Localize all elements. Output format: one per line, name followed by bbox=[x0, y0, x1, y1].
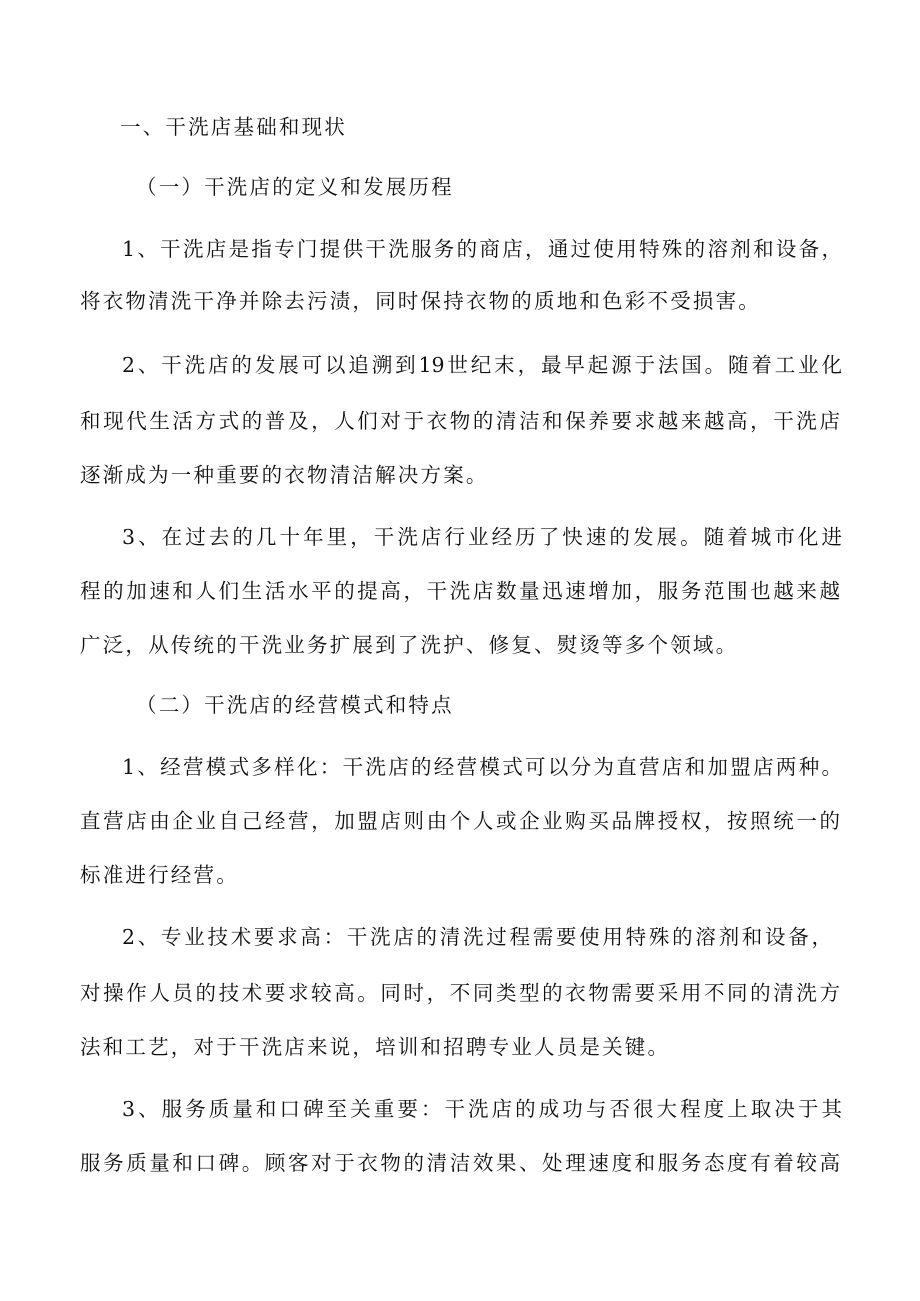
paragraph-3-line-3: 广泛，从传统的干洗业务扩展到了洗护、修复、熨烫等多个领域。 bbox=[80, 633, 739, 657]
paragraph-3-line-1: 3、在过去的几十年里，干洗店行业经历了快速的发展。随着城市化进 bbox=[122, 525, 842, 549]
paragraph-2-line-1: 2、干洗店的发展可以追溯到19世纪末，最早起源于法国。随着工业化 bbox=[122, 353, 842, 377]
paragraph-1-line-2: 将衣物清洗干净并除去污渍，同时保持衣物的质地和色彩不受损害。 bbox=[80, 289, 761, 313]
paragraph-5-line-1: 2、专业技术要求高：干洗店的清洗过程需要使用特殊的溶剂和设备， bbox=[122, 925, 832, 949]
document-page bbox=[80, 0, 842, 1301]
paragraph-5-line-2: 对操作人员的技术要求较高。同时，不同类型的衣物需要采用不同的清洗方 bbox=[80, 981, 840, 1005]
paragraph-6-line-1: 3、服务质量和口碑至关重要：干洗店的成功与否很大程度上取决于其 bbox=[122, 1097, 842, 1121]
section-2-title: （二）干洗店的经营模式和特点 bbox=[136, 693, 454, 717]
paragraph-4-line-3: 标准进行经营。 bbox=[80, 863, 239, 887]
paragraph-2-line-3: 逐渐成为一种重要的衣物清洁解决方案。 bbox=[80, 463, 489, 487]
paragraph-5-line-3: 法和工艺，对于干洗店来说，培训和招聘专业人员是关键。 bbox=[80, 1035, 671, 1059]
heading-1: 一、干洗店基础和现状 bbox=[120, 115, 347, 139]
paragraph-4-line-1: 1、经营模式多样化：干洗店的经营模式可以分为直营店和加盟店两种。 bbox=[122, 755, 842, 779]
paragraph-6-line-2: 服务质量和口碑。顾客对于衣物的清洁效果、处理速度和服务态度有着较高 bbox=[80, 1151, 840, 1175]
paragraph-1-line-1: 1、干洗店是指专门提供干洗服务的商店，通过使用特殊的溶剂和设备， bbox=[122, 237, 842, 261]
paragraph-4-line-2: 直营店由企业自己经营，加盟店则由个人或企业购买品牌授权，按照统一的 bbox=[80, 809, 840, 833]
paragraph-3-line-2: 程的加速和人们生活水平的提高，干洗店数量迅速增加，服务范围也越来越 bbox=[80, 579, 840, 603]
paragraph-2-line-2: 和现代生活方式的普及，人们对于衣物的清洁和保养要求越来越高，干洗店 bbox=[80, 409, 840, 433]
section-1-title: （一）干洗店的定义和发展历程 bbox=[136, 175, 454, 199]
